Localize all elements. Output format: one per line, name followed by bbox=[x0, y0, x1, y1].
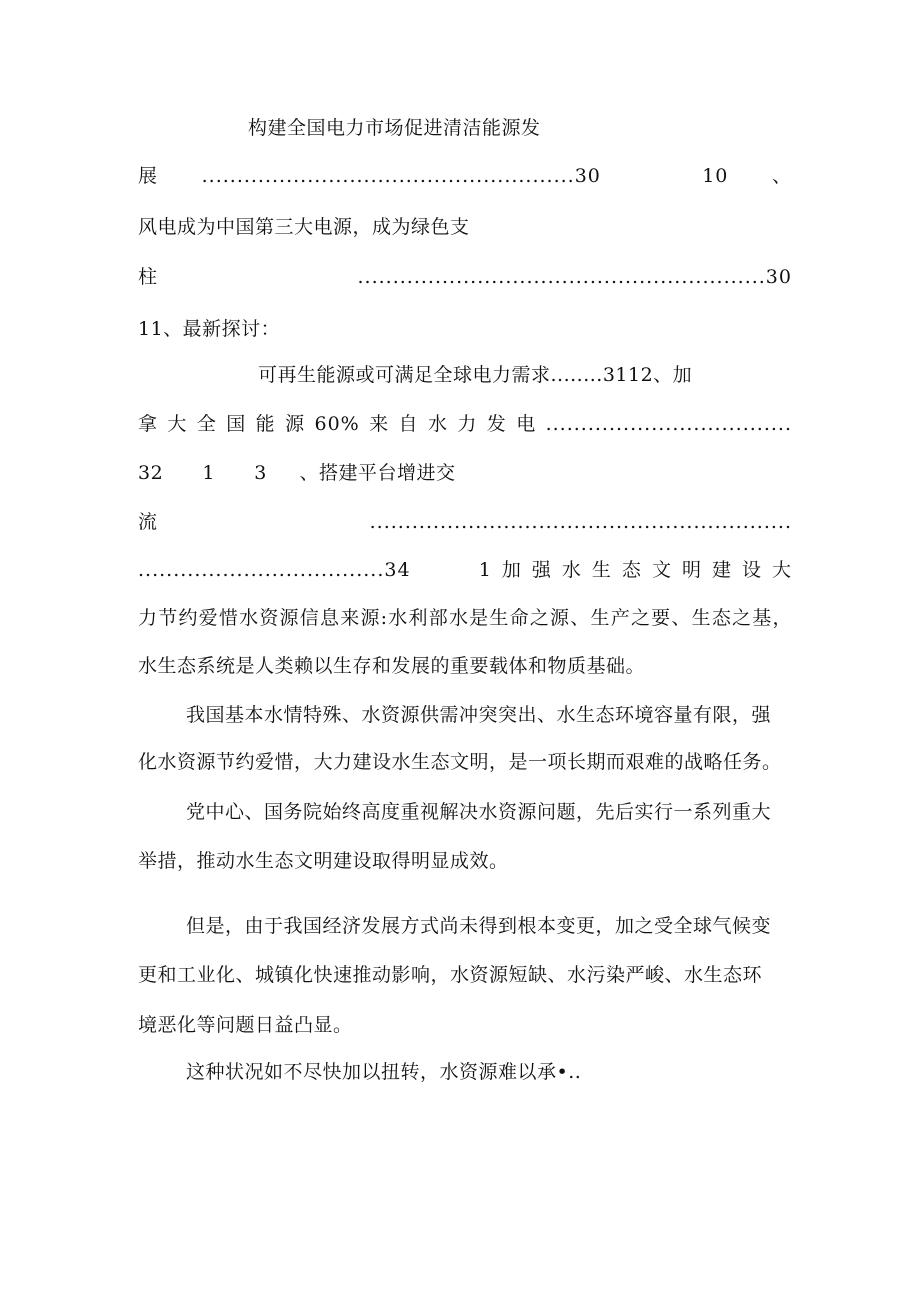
body-paragraph-3-line-2: 举措，推动水生态文明建设取得明显成效。 bbox=[138, 850, 509, 872]
toc-entry-10-leader: 柱..........................................................30 bbox=[138, 266, 792, 288]
toc-entry-13-leader: 流............................................................ bbox=[138, 511, 792, 533]
toc-entry-11-leader: 可再生能源或可满足全球电力需求........3112、加 bbox=[258, 364, 693, 386]
body-paragraph-4-line-1: 但是，由于我国经济发展方式尚未得到根本变更，加之受全球气候变 bbox=[186, 915, 772, 937]
toc-entry-12-leader: 拿大全国能源60%来自水力发电................................... bbox=[138, 413, 792, 435]
toc-entry-13-title: 32 1 3 、搭建平台增进交 bbox=[138, 462, 456, 484]
body-paragraph-1-line-1: 力节约爱惜水资源信息来源:水利部水是生命之源、生产之要、生态之基， bbox=[138, 607, 792, 629]
body-paragraph-3-line-1: 党中心、国务院始终高度重视解决水资源问题，先后实行一系列重大 bbox=[186, 801, 772, 823]
body-paragraph-2-line-2: 化水资源节约爱惜，大力建设水生态文明，是一项长期而艰难的战略任务。 bbox=[138, 751, 782, 773]
body-paragraph-2-line-1: 我国基本水情特殊、水资源供需冲突突出、水生态环境容量有限，强 bbox=[186, 704, 772, 726]
body-paragraph-4-line-2: 更和工业化、城镇化快速推动影响，水资源短缺、水污染严峻、水生态环 bbox=[138, 964, 763, 986]
toc-entry-9-leader: 展.....................................................30 10、 bbox=[138, 165, 792, 187]
toc-entry-11-title: 11、最新探讨： bbox=[138, 318, 281, 340]
body-paragraph-5-line-1: 这种状况如不尽快加以扭转，水资源难以承•.. bbox=[186, 1061, 582, 1083]
toc-entry-13-page: ...................................34 1加强水生态文明建设大 bbox=[138, 559, 792, 581]
toc-entry-9-title: 构建全国电力市场促进清洁能源发 bbox=[248, 117, 541, 139]
body-paragraph-4-line-3: 境恶化等问题日益凸显。 bbox=[138, 1014, 353, 1036]
toc-entry-10-title: 风电成为中国第三大电源，成为绿色支 bbox=[138, 216, 470, 238]
body-paragraph-1-line-2: 水生态系统是人类赖以生存和发展的重要载体和物质基础。 bbox=[138, 655, 646, 677]
